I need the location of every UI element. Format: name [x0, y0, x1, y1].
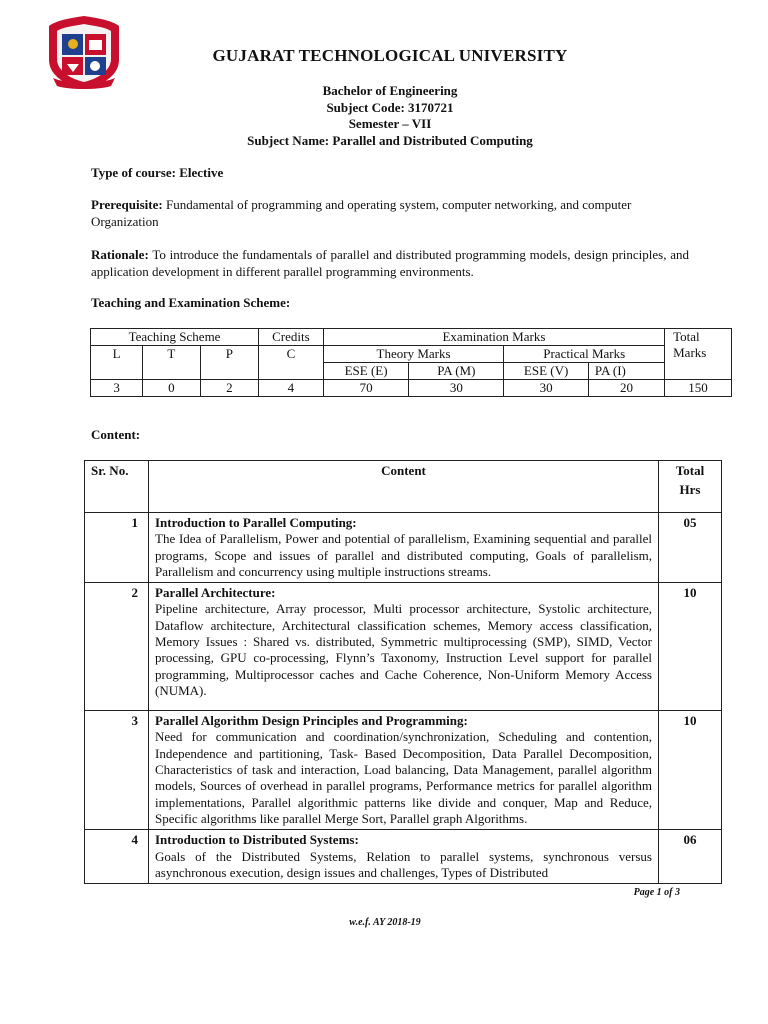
- row-topic: Introduction to Distributed Systems:: [155, 832, 359, 848]
- row-content: [149, 513, 659, 583]
- row-sr: 4: [85, 830, 149, 884]
- page-of: of: [664, 887, 673, 898]
- page-current: 1: [656, 887, 662, 898]
- exam-marks-header: Examination Marks: [323, 329, 664, 346]
- course-type: Type of course: Elective: [91, 165, 224, 180]
- semester: Semester – VII: [348, 116, 432, 131]
- l-header: L: [91, 346, 143, 380]
- c-value: 4: [259, 380, 324, 397]
- row-hrs: 06: [659, 830, 722, 884]
- content-header: Content: [149, 461, 659, 513]
- p-header: P: [200, 346, 258, 380]
- table-row: [85, 711, 722, 830]
- sr-no-header: Sr. No.: [85, 461, 149, 513]
- degree-line: Bachelor of Engineering: [322, 83, 458, 98]
- total-value: 150: [665, 380, 732, 397]
- row-topic: Parallel Architecture:: [155, 585, 276, 601]
- row-sr: 3: [85, 711, 149, 830]
- scheme-heading: Teaching and Examination Scheme:: [91, 295, 291, 310]
- row-hrs: 05: [659, 513, 722, 583]
- rationale-text: To introduce the fundamentals of parallel and distributed programming models, design principles, and application development in different parallel programming environments.: [91, 247, 689, 279]
- pa-i-header: PA (I): [588, 363, 664, 380]
- row-sr: 2: [85, 583, 149, 711]
- subject-name: Subject Name: Parallel and Distributed Computing: [247, 132, 533, 148]
- total-hrs-header: [659, 461, 722, 513]
- page-total: 3: [675, 887, 680, 898]
- rationale-label: Rationale:: [91, 247, 149, 262]
- p-value: 2: [200, 380, 258, 397]
- content-heading: Content:: [91, 427, 141, 442]
- row-content: [149, 830, 659, 884]
- ese-v-value: 30: [504, 380, 589, 397]
- rationale: [91, 247, 689, 280]
- row-hrs: 10: [659, 583, 722, 711]
- row-description: Goals of the Distributed Systems, Relation to parallel systems, synchronous versus asynchronous execution, design issues and challenges, Types of Distributed: [155, 848, 652, 880]
- teaching-exam-scheme-table: [90, 328, 732, 397]
- total-hrs-line2: Hrs: [679, 482, 701, 498]
- c-header: C: [259, 346, 324, 380]
- l-value: 3: [91, 380, 143, 397]
- pa-i-value: 20: [588, 380, 664, 397]
- row-content: [149, 711, 659, 830]
- total-hrs-line1: Total: [675, 463, 705, 478]
- teaching-scheme-header: Teaching Scheme: [91, 329, 259, 346]
- page-number: [600, 887, 680, 898]
- row-description: Need for communication and coordination/synchronization, Scheduling and contention, Independence and partitioning, Task- Based Decomposition, Data Parallel Decomposition, Characteristics of task and interaction, Load balancing, Data Management, parallel algorithm models, Sources of overhead in parallel programs, Performance metrics for parallel algorithm implementations, Parallel algorithmic patterns like divide and conquer, Map and Reduce, Specific algorithms like parallel Merge Sort, Parallel graph Algorithms.: [155, 729, 652, 826]
- row-topic: Parallel Algorithm Design Principles and Programming:: [155, 713, 468, 729]
- practical-marks-header: Practical Marks: [504, 346, 665, 363]
- prerequisite: [91, 197, 689, 230]
- row-description: Pipeline architecture, Array processor, Multi processor architecture, Systolic architecture, Dataflow architecture, Architectural classification schemes, Memory access classification, Memory Issues : Shared vs. distributed, Symmetric multiprocessing (SMP), SIMD, Vector processing, GPU co-processing, Flynn’s Taxonomy, Instruction Level support for parallel programming, Multiprocessor caches and Cache Coherence, Non-Uniform Memory Access (NUMA).: [155, 601, 652, 698]
- marks-label: Marks: [673, 345, 707, 360]
- table-row: [85, 513, 722, 583]
- pa-m-header: PA (M): [409, 363, 504, 380]
- row-description: The Idea of Parallelism, Power and potential of parallelism, Examining sequential and parallel programs, Scope and issues of parallel and distributed computing, Goals of parallelism, Parallelism and concurrency using multiple instructions streams.: [155, 531, 652, 579]
- ese-e-header: ESE (E): [323, 363, 409, 380]
- prerequisite-text: Fundamental of programming and operating system, computer networking, and computer Organization: [91, 197, 632, 229]
- credits-header: Credits: [259, 329, 324, 346]
- theory-marks-header: Theory Marks: [323, 346, 504, 363]
- gtu-logo: [45, 14, 123, 90]
- table-row: [85, 830, 722, 884]
- total-marks-header: [665, 329, 732, 380]
- t-header: T: [143, 346, 200, 380]
- prerequisite-label: Prerequisite:: [91, 197, 163, 212]
- row-hrs: 10: [659, 711, 722, 830]
- pa-m-value: 30: [409, 380, 504, 397]
- page-prefix: Page: [633, 887, 655, 898]
- row-sr: 1: [85, 513, 149, 583]
- row-content: [149, 583, 659, 711]
- wef-note: w.e.f. AY 2018-19: [349, 917, 421, 928]
- content-table: [84, 460, 722, 884]
- ese-e-value: 70: [323, 380, 409, 397]
- subject-code: Subject Code: 3170721: [326, 99, 454, 115]
- total-label: Total: [673, 329, 700, 344]
- row-topic: Introduction to Parallel Computing:: [155, 515, 357, 530]
- university-title: GUJARAT TECHNOLOGICAL UNIVERSITY: [212, 46, 568, 65]
- table-row: [85, 583, 722, 711]
- ese-v-header: ESE (V): [504, 363, 589, 380]
- t-value: 0: [143, 380, 200, 397]
